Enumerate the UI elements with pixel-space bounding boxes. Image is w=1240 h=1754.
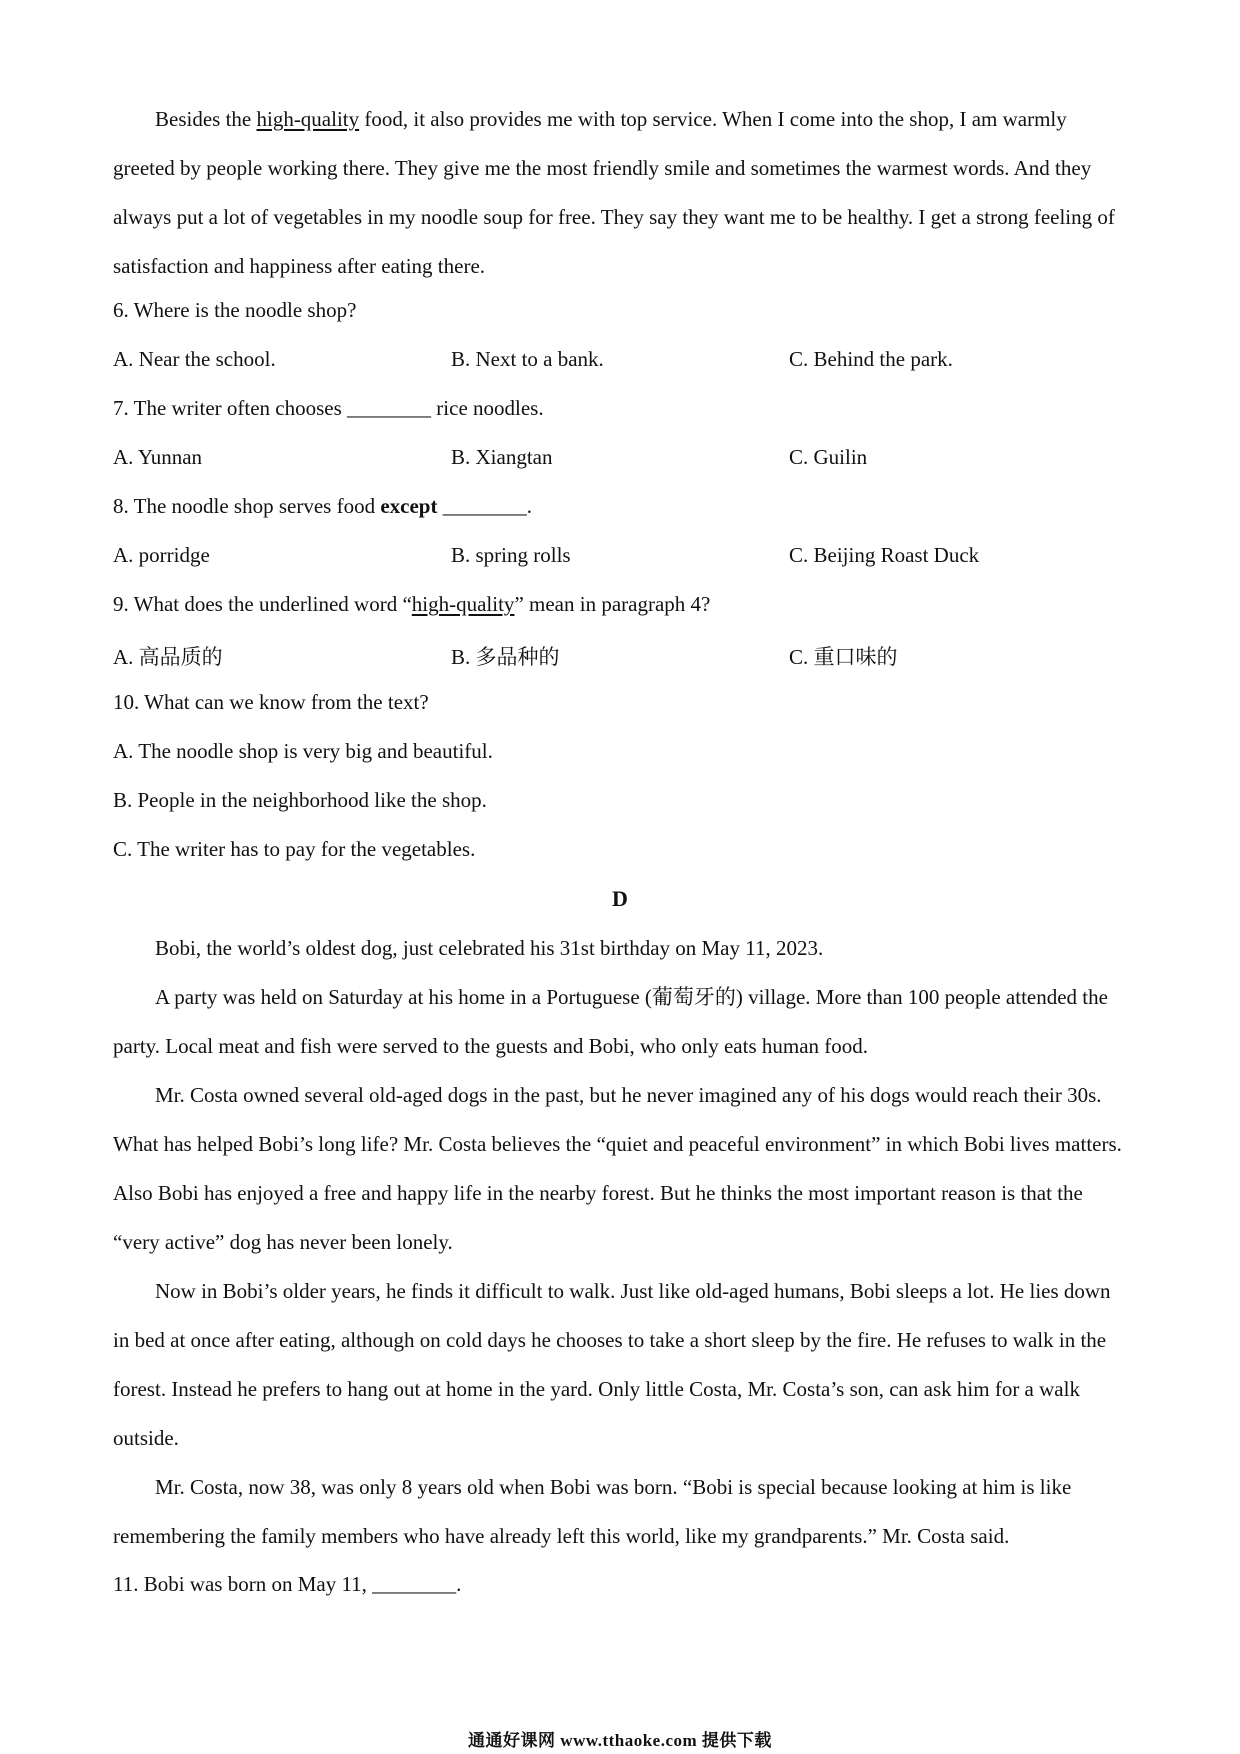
option-b: B. 多品种的 (451, 645, 560, 669)
passage-paragraph: Bobi, the world’s oldest dog, just celebrated his 31st birthday on May 11, 2023. (155, 936, 824, 960)
question-8-stem (113, 494, 532, 519)
question-9-options (113, 641, 1123, 671)
question-7-stem: 7. The writer often chooses ________ rice noodles. (113, 396, 544, 420)
stem-text: 9. What does the underlined word “ (113, 592, 412, 616)
option-c: C. Guilin (789, 445, 868, 469)
stem-text: ________. (437, 494, 532, 518)
passage-paragraph: Mr. Costa, now 38, was only 8 years old when Bobi was born. “Bobi is special because looking at him is like remembering the family members who have already left this world, like my grandparents.” Mr. Costa said. (113, 1475, 1072, 1548)
paragraph-text: Besides the (155, 107, 257, 131)
passage-paragraph: A party was held on Saturday at his home in a Portuguese (葡萄牙的) village. More than 100 people attended the party. Local meat and fish were served to the guests and Bobi, who only eats human food. (113, 985, 1108, 1058)
option-a: A. 高品质的 (113, 645, 223, 669)
underlined-word: high-quality (411, 592, 515, 616)
footer-credit: 通通好课网 www.tthaoke.com 提供下载 (468, 1731, 772, 1750)
option-c: C. Behind the park. (789, 347, 953, 371)
option-c: C. The writer has to pay for the vegetables. (113, 837, 476, 861)
option-c: C. 重口味的 (789, 645, 898, 669)
question-10-stem: 10. What can we know from the text? (113, 690, 429, 714)
question-6-stem: 6. Where is the noodle shop? (113, 298, 357, 322)
question-9-stem (113, 592, 710, 617)
option-b: B. spring rolls (451, 543, 571, 567)
stem-text: 8. The noodle shop serves food (113, 494, 381, 518)
question-7-options (113, 445, 1123, 475)
option-a: A. porridge (113, 543, 210, 567)
option-a: A. Yunnan (113, 445, 203, 469)
passage-paragraph: Mr. Costa owned several old-aged dogs in the past, but he never imagined any of his dogs would reach their 30s. What has helped Bobi’s long life? Mr. Costa believes the “quiet and peaceful environment” in which Bobi lives matters. Also Bobi has enjoyed a free and happy life in the nearby forest. But he thinks the most important reason is that the “very active” dog has never been lonely. (113, 1083, 1122, 1254)
option-b: B. People in the neighborhood like the shop. (113, 788, 487, 812)
question-6-options (113, 347, 1123, 377)
section-heading: D (612, 886, 628, 911)
stem-bold: except (380, 494, 438, 518)
option-c: C. Beijing Roast Duck (789, 543, 980, 567)
passage-paragraph (113, 95, 1123, 291)
paragraph-text: food, it also provides me with top service. When I come into the shop, I am warmly greeted by people working there. They give me the most friendly smile and sometimes the warmest words. And they always put a lot of vegetables in my noodle soup for free. They say they want me to be healthy. I get a strong feeling of satisfaction and happiness after eating there. (113, 107, 1115, 278)
passage-paragraph: Now in Bobi’s older years, he finds it difficult to walk. Just like old-aged humans, Bobi sleeps a lot. He lies down in bed at once after eating, although on cold days he chooses to take a short sleep by the fire. He refuses to walk in the forest. Instead he prefers to hang out at home in the yard. Only little Costa, Mr. Costa’s son, can ask him for a walk outside. (113, 1279, 1111, 1450)
option-a: A. The noodle shop is very big and beautiful. (113, 739, 493, 763)
option-b: B. Xiangtan (451, 445, 553, 469)
stem-text: ” mean in paragraph 4? (514, 592, 711, 616)
option-a: A. Near the school. (113, 347, 276, 371)
option-b: B. Next to a bank. (451, 347, 604, 371)
underlined-word: high-quality (256, 107, 360, 131)
question-11-stem: 11. Bobi was born on May 11, ________. (113, 1572, 462, 1596)
question-8-options (113, 543, 1123, 573)
